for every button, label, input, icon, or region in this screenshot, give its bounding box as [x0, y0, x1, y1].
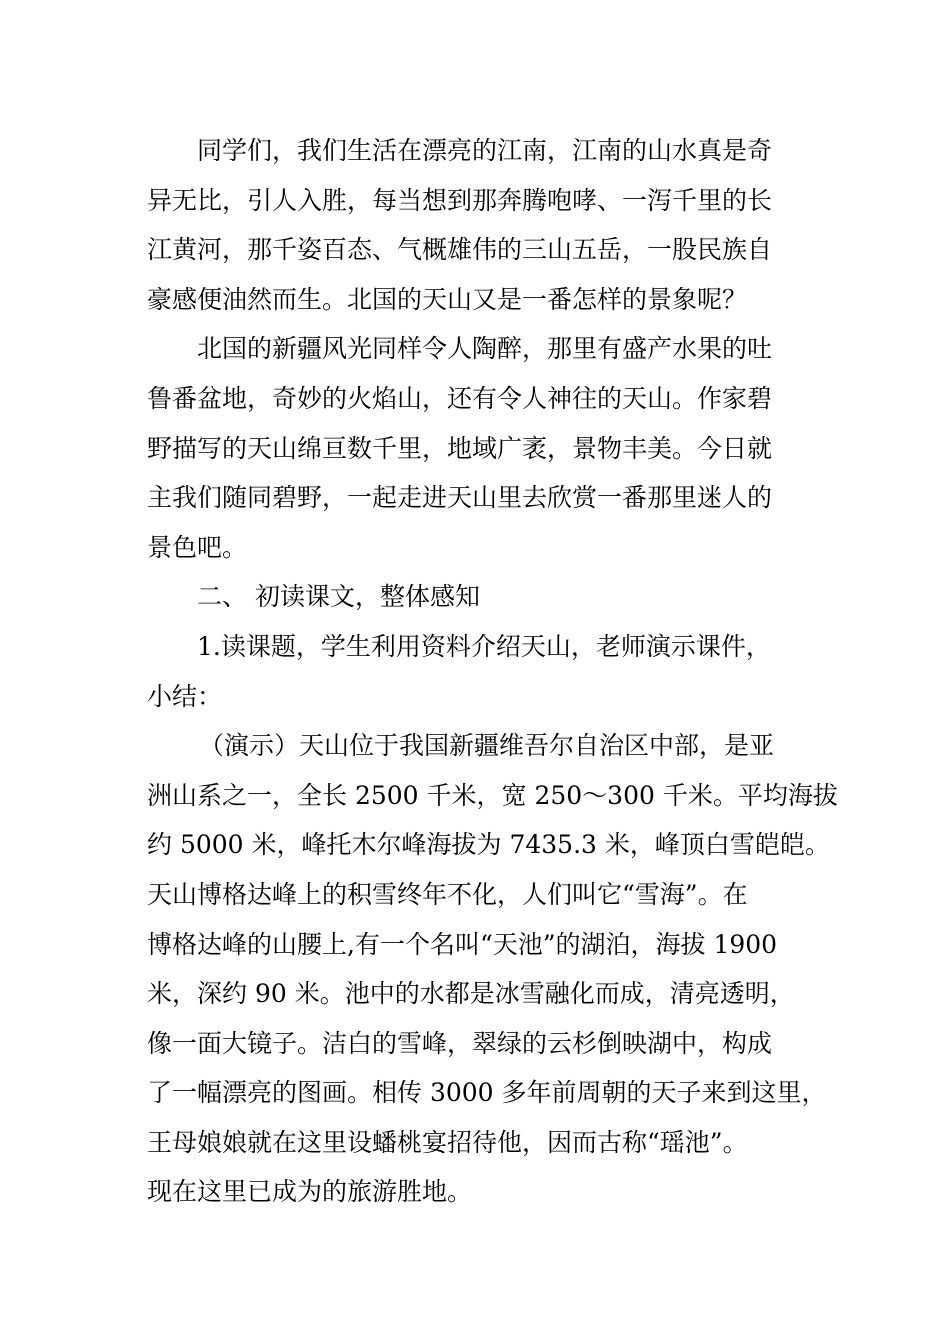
- paragraph-1-line-3: 江黄河，那千姿百态、气概雄伟的三山五岳，一股民族自: [147, 235, 773, 265]
- demo-line-3: 约 5000 米，峰托木尔峰海拔为 7435.3 米，峰顶白雪皑皑。: [147, 830, 830, 860]
- document-body: [147, 126, 838, 1217]
- paragraph-2-line-3: 野描写的天山绵亘数千里，地域广袤，景物丰美。今日就: [147, 433, 773, 463]
- paragraph-2-line-2: 鲁番盆地，奇妙的火焰山，还有令人神往的天山。作家碧: [147, 383, 773, 413]
- step-1-line-2: 小结：: [147, 681, 223, 711]
- demo-line-1: （演示）天山位于我国新疆维吾尔自治区中部，是亚: [199, 731, 775, 761]
- step-1-line-1: 1.读课题，学生利用资料介绍天山，老师演示课件，: [197, 631, 771, 661]
- demo-line-2: 洲山系之一，全长 2500 千米，宽 250～300 千米。平均海拔: [147, 780, 838, 810]
- demo-line-6: 米，深约 90 米。池中的水都是冰雪融化而成，清亮透明，: [147, 979, 795, 1009]
- demo-line-4: 天山博格达峰上的积雪终年不化，人们叫它“雪海”。在: [147, 879, 748, 909]
- paragraph-1-line-4: 豪感便油然而生。北国的天山又是一番怎样的景象呢？: [147, 284, 748, 314]
- section-heading: 二、 初读课文，整体感知: [197, 582, 480, 612]
- paragraph-1-line-2: 异无比，引人入胜，每当想到那奔腾咆哮、一泻千里的长: [147, 185, 773, 215]
- demo-line-7: 像一面大镜子。洁白的雪峰，翠绿的云杉倒映湖中，构成: [147, 1028, 773, 1058]
- paragraph-2-line-5: 景色吧。: [147, 532, 248, 562]
- demo-line-8: 了一幅漂亮的图画。相传 3000 多年前周朝的天子来到这里，: [147, 1078, 827, 1108]
- paragraph-2-line-1: 北国的新疆风光同样令人陶醉，那里有盛产水果的吐: [197, 334, 773, 364]
- demo-line-5: 博格达峰的山腰上,有一个名叫“天池”的湖泊，海拔 1900: [147, 929, 778, 959]
- paragraph-1-line-1: 同学们，我们生活在漂亮的江南，江南的山水真是奇: [197, 136, 773, 165]
- demo-line-10: 现在这里已成为的旅游胜地。: [147, 1177, 473, 1207]
- paragraph-2-line-4: 主我们随同碧野，一起走进天山里去欣赏一番那里迷人的: [147, 483, 773, 513]
- demo-line-9: 王母娘娘就在这里设蟠桃宴招待他，因而古称“瑶池”。: [147, 1127, 748, 1157]
